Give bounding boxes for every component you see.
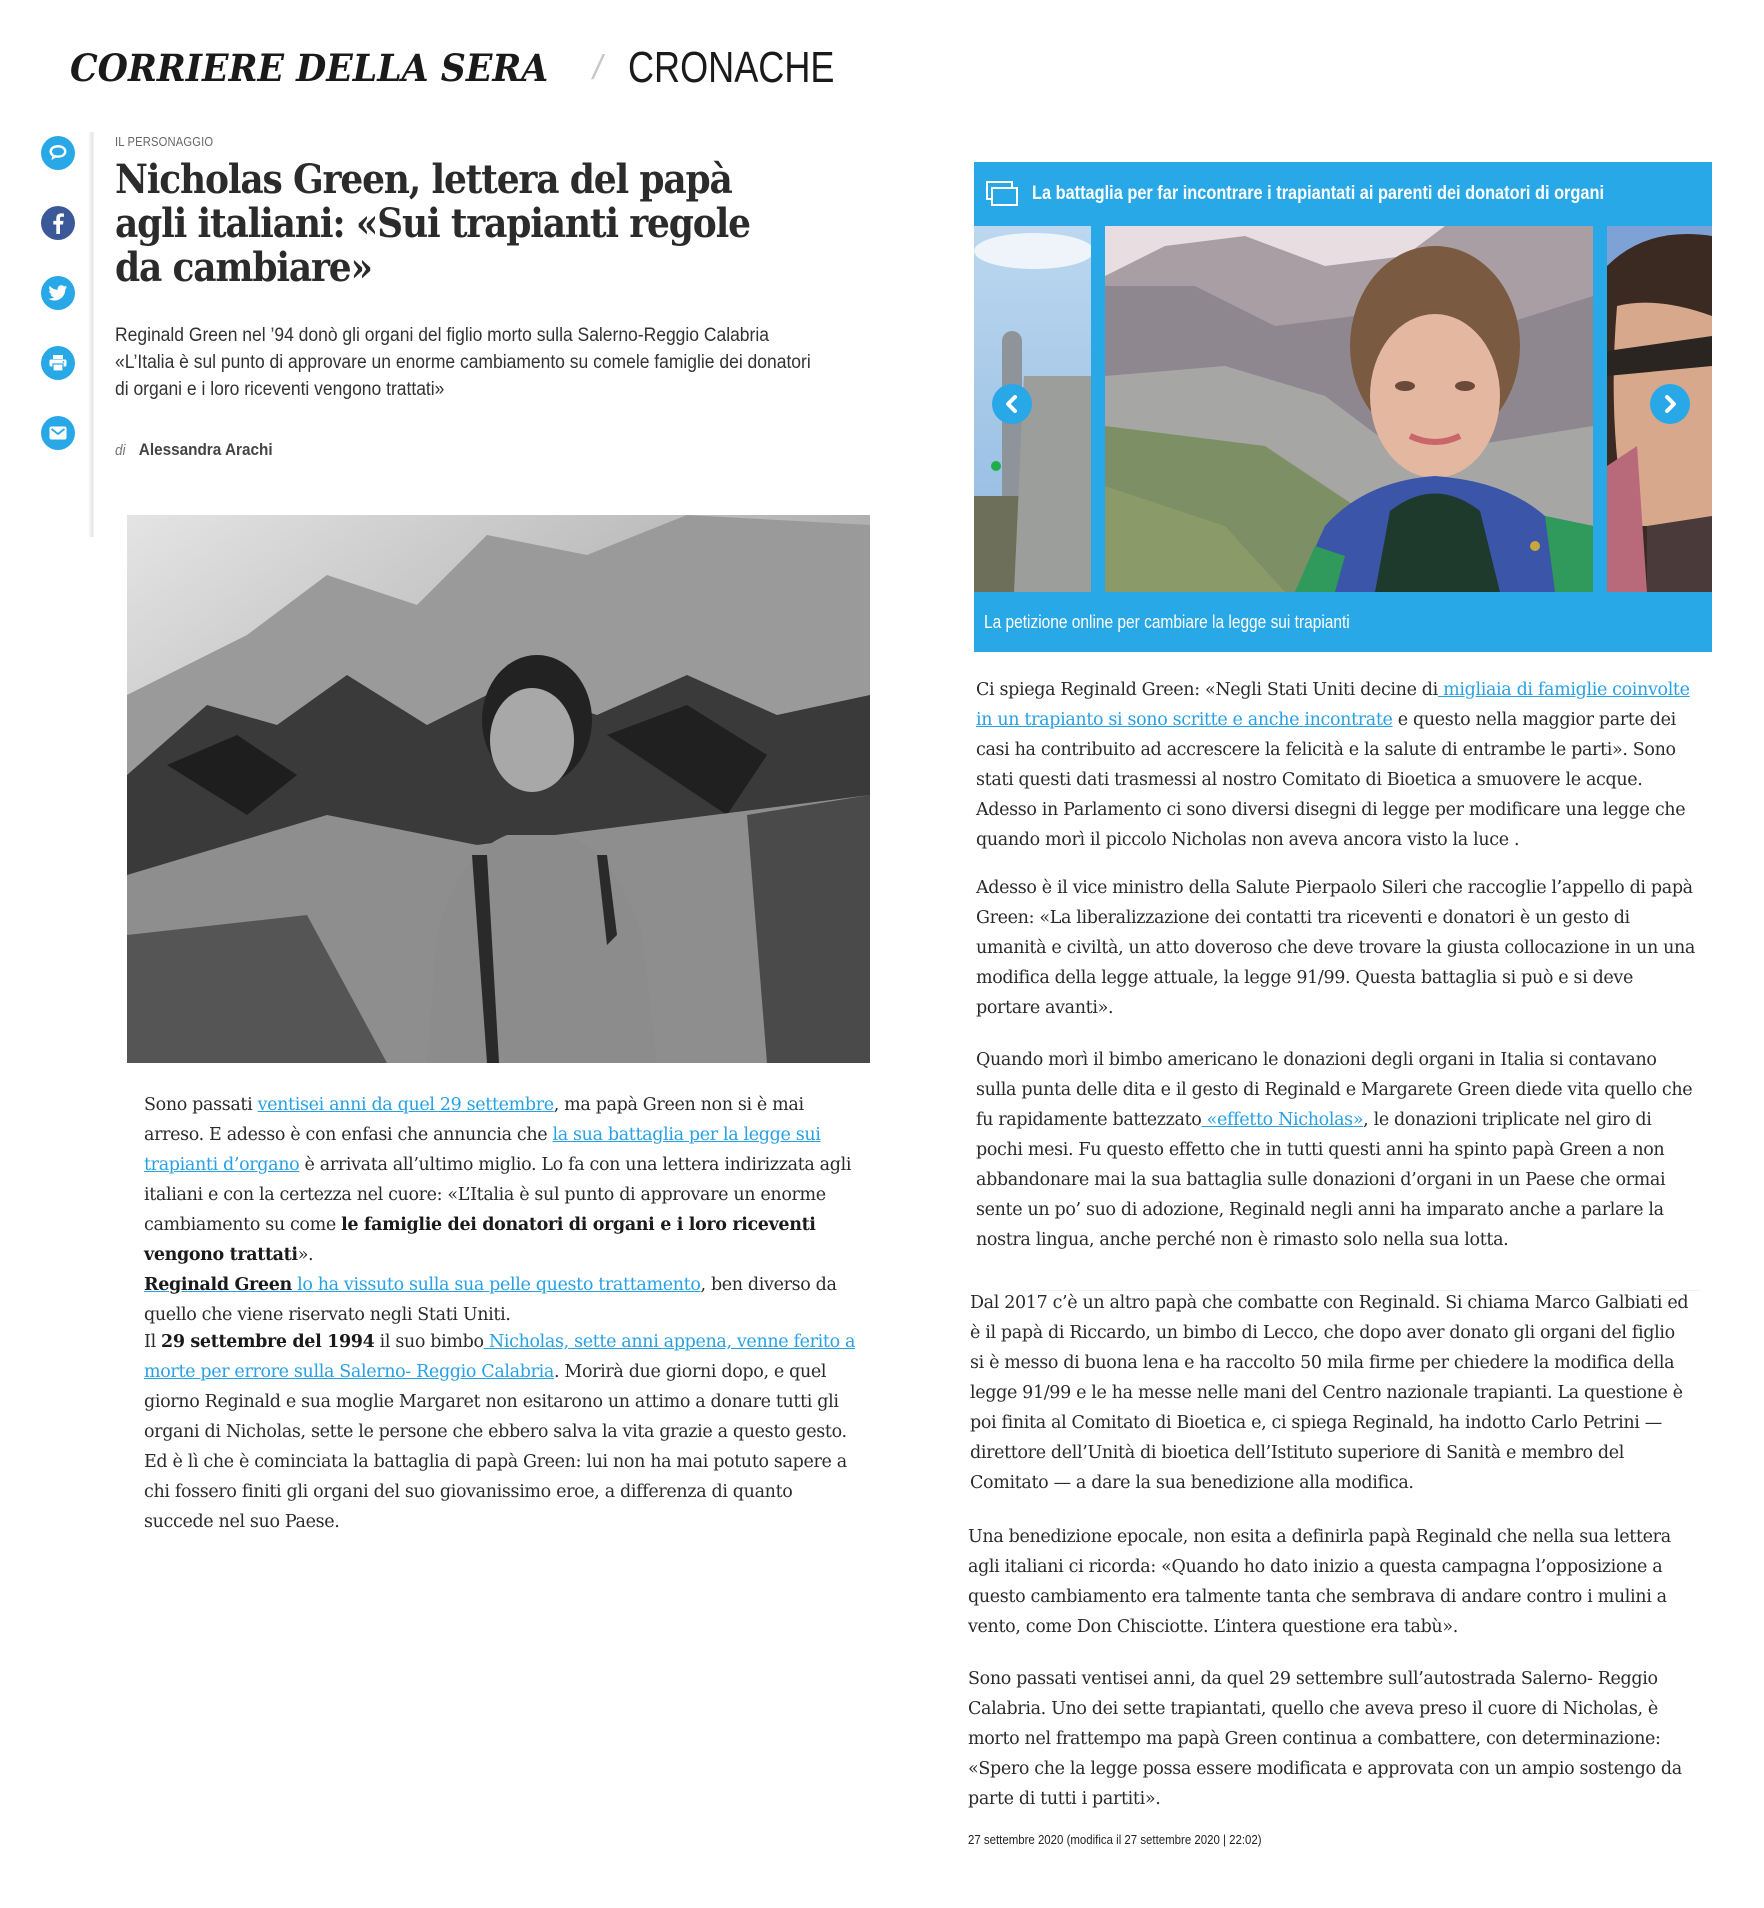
facebook-icon bbox=[51, 212, 65, 234]
article-paragraph-5 bbox=[976, 1045, 1696, 1255]
gallery-slide-current[interactable] bbox=[1105, 226, 1593, 592]
site-logo[interactable]: CORRIERE DELLA SERA bbox=[70, 46, 549, 90]
text: Ci spiega Reginald Green: «Negli Stati Uniti decine di bbox=[976, 680, 1438, 700]
link-nicholas-ferito[interactable]: Nicholas, sette anni appena, venne ferito a morte per errore sulla Salerno- Reggio Calabria bbox=[144, 1332, 856, 1382]
link-bold-text: Reginald Green bbox=[144, 1275, 292, 1295]
share-bar bbox=[41, 136, 75, 486]
article-paragraph-6: Dal 2017 c’è un altro papà che combatte con Reginald. Si chiama Marco Galbiati ed è il papà di Riccardo, un bimbo di Lecco, che dopo aver donato gli organi del figlio si è messo di buona lena e ha raccolto 50 mila firme per chiedere la modifica della legge 91/99 e le ha messe nelle mani del Centro nazionale trapianti. La questione è poi finita al Comitato di Bioetica e, ci spiega Reginald, ha indotto Carlo Petrini — direttore dell’Unità di bioetica dell’Istituto superiore di Sanità e membro del Comitato — a dare la sua benedizione alla modifica. bbox=[970, 1293, 1689, 1493]
text: Quando morì il bimbo americano le donazioni degli organi in Italia si contavano sulla punta delle dita e il gesto di Reginald e Margarete Green diede vita quello che fu rapidamente battezzato bbox=[976, 1050, 1693, 1130]
gallery-title[interactable]: La battaglia per far incontrare i trapiantati ai parenti dei donatori di organi bbox=[1032, 183, 1605, 204]
text: ». bbox=[297, 1245, 314, 1265]
article-subtitle: Reginald Green nel ’94 donò gli organi del figlio morto sulla Salerno-Reggio Calabria «L’Italia è sul punto di approvare un enorme cambiamento su comele famiglie dei donatori di organi e i loro riceventi vengono trattati» bbox=[115, 325, 811, 400]
article-paragraph-1 bbox=[144, 1090, 864, 1330]
twitter-share-button[interactable] bbox=[41, 276, 75, 310]
chevron-right-icon bbox=[1662, 395, 1678, 413]
masthead bbox=[70, 38, 880, 98]
link-ventisei-anni[interactable]: ventisei anni da quel 29 settembre bbox=[257, 1095, 554, 1115]
article-kicker: IL PERSONAGGIO bbox=[115, 134, 214, 149]
link-migliaia-famiglie[interactable]: migliaia di famiglie coinvolte in un trapianto si sono scritte e anche incontrate bbox=[976, 680, 1690, 730]
article-paragraph-4: Adesso è il vice ministro della Salute Pierpaolo Sileri che raccoglie l’appello di papà Green: «La liberalizzazione dei contatti tra riceventi e donatori è un gesto di umanità e civiltà, un atto doveroso che deve trovare la giusta collocazione in un una modifica della legge attuale, la legge 91/99. Questa battaglia si può e si deve portare avanti». bbox=[976, 878, 1696, 1018]
publication-date: 27 settembre 2020 (modifica il 27 settembre 2020 | 22:02) bbox=[968, 1832, 1262, 1847]
bold-text: 29 settembre del 1994 bbox=[161, 1332, 375, 1352]
section-link[interactable]: CRONACHE bbox=[628, 43, 835, 92]
comments-button[interactable] bbox=[41, 136, 75, 170]
speech-bubble-icon bbox=[48, 144, 68, 162]
link-text: lo ha vissuto sulla sua pelle questo trattamento bbox=[291, 1275, 701, 1295]
bold-text: le famiglie dei donatori di organi e i loro riceventi vengono trattati bbox=[144, 1215, 816, 1265]
photo-gallery bbox=[974, 162, 1712, 652]
text: , ben diverso da quello che viene riservato negli Stati Uniti. bbox=[144, 1275, 837, 1325]
byline bbox=[115, 440, 273, 460]
link-effetto-nicholas[interactable]: «effetto Nicholas» bbox=[1201, 1110, 1364, 1130]
gallery-caption-text: La petizione online per cambiare la legge sui trapianti bbox=[984, 611, 1350, 632]
gallery-next-button[interactable] bbox=[1650, 384, 1690, 424]
facebook-share-button[interactable] bbox=[41, 206, 75, 240]
printer-icon bbox=[48, 354, 68, 372]
print-button[interactable] bbox=[41, 346, 75, 380]
photo-nicholas-green-color bbox=[1105, 226, 1593, 592]
article-paragraph-8: Sono passati ventisei anni, da quel 29 settembre sull’autostrada Salerno- Reggio Calabria. Uno dei sette trapiantati, quello che aveva preso il cuore di Nicholas, è morto nel frattempo ma papà Green continua a combattere, con determinazione: «Spero che la legge possa essere modificata e approvata con un ampio sostengo da parte di tutti i partiti». bbox=[968, 1669, 1682, 1809]
text: il suo bimbo bbox=[374, 1332, 484, 1352]
breadcrumb-separator: / bbox=[592, 48, 603, 87]
author-name[interactable]: Alessandra Arachi bbox=[138, 440, 273, 459]
email-share-button[interactable] bbox=[41, 416, 75, 450]
text: , ma papà Green non si è mai arreso. E adesso è con enfasi che annuncia che bbox=[144, 1095, 804, 1145]
gallery-caption bbox=[978, 592, 1712, 652]
text: è arrivata all’ultimo miglio. Lo fa con una lettera indirizzata agli italiani e con la certezza nel cuore: «L’Italia è sul punto di approvare un enorme cambiamento su come bbox=[144, 1155, 852, 1235]
envelope-icon bbox=[48, 425, 68, 441]
photo-monument-sky bbox=[974, 226, 1091, 592]
gallery-icon bbox=[986, 181, 1018, 207]
link-reginald-green[interactable] bbox=[144, 1275, 701, 1295]
link-battaglia-legge[interactable]: la sua battaglia per la legge sui trapianti d’organo bbox=[144, 1125, 821, 1175]
article-headline: Nicholas Green, lettera del papà agli italiani: «Sui trapianti regole da cambiare» bbox=[115, 156, 750, 291]
share-bar-divider bbox=[88, 132, 94, 537]
byline-prefix: di bbox=[115, 442, 126, 459]
text: , le donazioni triplicate nel giro di pochi mesi. Fu questo effetto che in tutti questi anni ha spinto papà Green a non abbandonare mai la sua battaglia sulle donazioni d’organi in un Paese che ormai sente un po’ suo di adozione, Reginald negli anni ha imparato anche a parlare la nostra lingua, anche perché non è rimasto solo nella sua lotta. bbox=[976, 1110, 1666, 1250]
photo-boy-mountains-bw bbox=[127, 515, 870, 1063]
gallery-slide-previous[interactable] bbox=[974, 226, 1091, 592]
text: e questo nella maggior parte dei casi ha contribuito ad accrescere la felicità e la salute di entrambe le parti». Sono stati questi dati trasmessi al nostro Comitato di Bioetica a smuovere le acque. Adesso in Parlamento ci sono diversi disegni di legge per modificare una legge che quando morì il piccolo Nicholas non aveva ancora visto la luce . bbox=[976, 710, 1686, 850]
main-article-photo bbox=[127, 515, 870, 1063]
chevron-left-icon bbox=[1004, 395, 1020, 413]
text: Sono passati bbox=[144, 1095, 258, 1115]
text: Il bbox=[144, 1332, 162, 1352]
text: . Morirà due giorni dopo, e quel giorno Reginald e sua moglie Margaret non esitarono un attimo a donare tutti gli organi di Nicholas, sette le persone che ebbero salva la vita grazie a questo gesto. Ed è lì che è cominciata la battaglia di papà Green: lui non ha mai potuto sapere a chi fossero finiti gli organi del suo giovanissimo eroe, a differenza di quanto succede nel suo Paese. bbox=[144, 1362, 847, 1532]
gallery-prev-button[interactable] bbox=[992, 384, 1032, 424]
article-paragraph-3 bbox=[976, 675, 1696, 855]
twitter-icon bbox=[48, 285, 68, 302]
gallery-header[interactable] bbox=[974, 162, 1712, 226]
article-paragraph-2 bbox=[144, 1327, 864, 1537]
article-paragraph-7: Una benedizione epocale, non esita a definirla papà Reginald che nella sua lettera agli italiani ci ricorda: «Quando ho dato inizio a questa campagna l’opposizione a questo cambiamento era talmente tanta che sembrava di andare contro i mulini a vento, come Don Chisciotte. L’intera questione era tabù». bbox=[968, 1527, 1671, 1637]
